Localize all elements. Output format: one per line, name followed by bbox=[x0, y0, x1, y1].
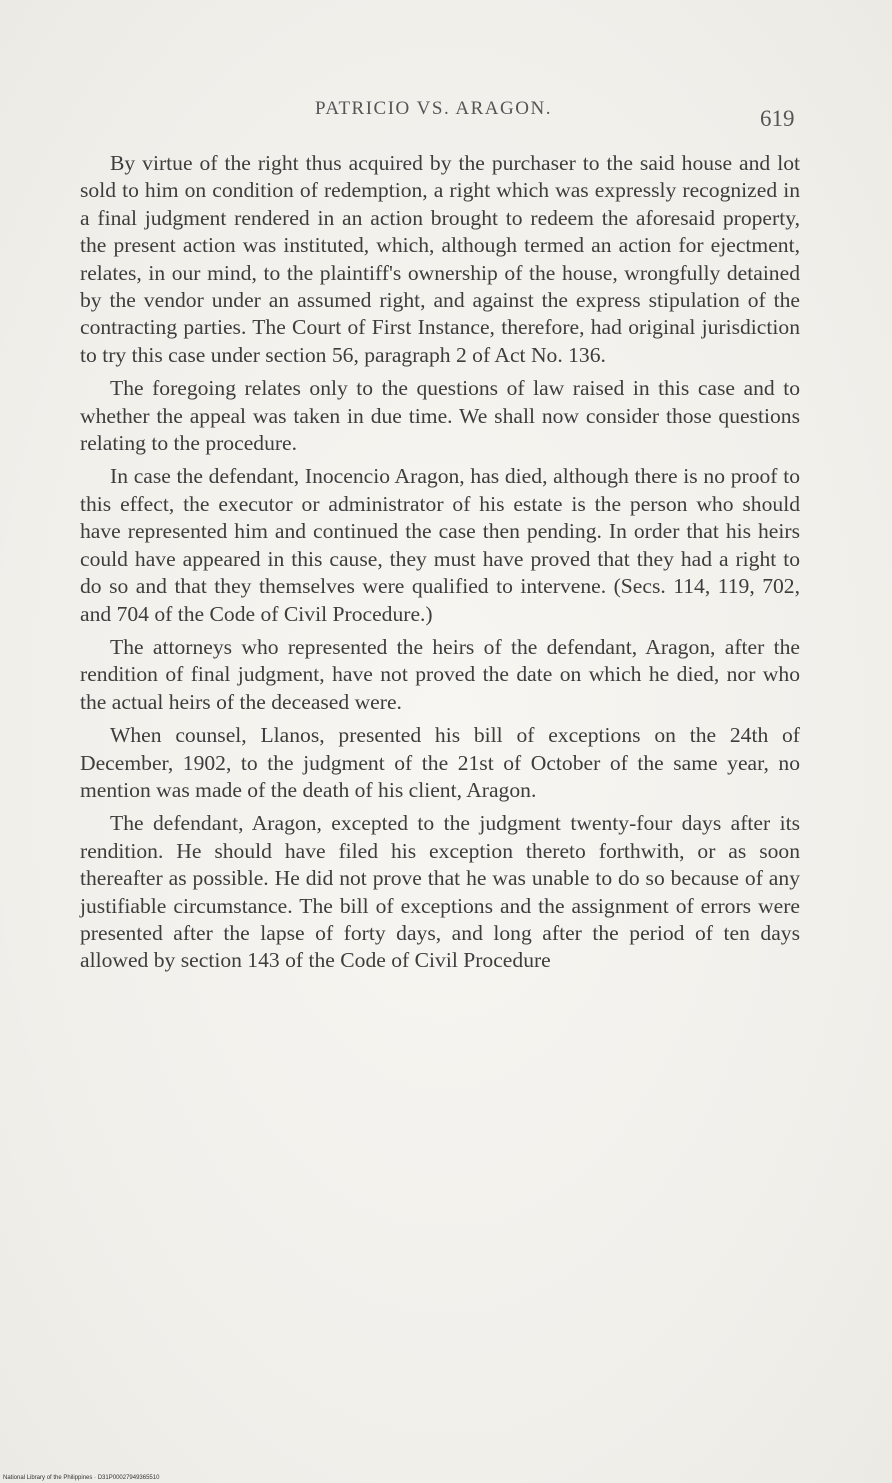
body-text bbox=[80, 150, 800, 975]
footer-credit: National Library of the Philippines · D31P00027949365510 bbox=[3, 1475, 160, 1481]
running-title: PATRICIO VS. ARAGON. bbox=[315, 98, 552, 119]
paragraph: By virtue of the right thus acquired by the purchaser to the said house and lot sold to him on condition of redemption, a right which was expressly recognized in a final judgment rendered in an action brought to redeem the aforesaid property, the present action was instituted, which, although termed an action for ejectment, relates, in our mind, to the plaintiff's ownership of the house, wrongfully detained by the vendor under an assumed right, and against the express stipulation of the contracting parties. The Court of First Instance, therefore, had original jurisdiction to try this case under section 56, paragraph 2 of Act No. 136. bbox=[80, 151, 800, 367]
paragraph: In case the defendant, Inocencio Aragon, has died, although there is no proof to this effect, the executor or administrator of his estate is the person who should have represented him and continued the case then pending. In order that his heirs could have appeared in this cause, they must have proved that they had a right to do so and that they themselves were qualified to intervene. (Secs. 114, 119, 702, and 704 of the Code of Civil Procedure.) bbox=[80, 464, 800, 626]
page-number: 619 bbox=[760, 106, 795, 131]
running-head bbox=[0, 98, 892, 131]
paragraph: The defendant, Aragon, excepted to the judgment twenty-four days after its rendition. He should have filed his exception thereto forthwith, or as soon thereafter as possible. He did not prove that he was unable to do so because of any justifiable circumstance. The bill of exceptions and the assignment of errors were presented after the lapse of forty days, and long after the period of ten days allowed by section 143 of the Code of Civil Procedure bbox=[80, 811, 800, 973]
paragraph: The foregoing relates only to the questions of law raised in this case and to whether the appeal was taken in due time. We shall now consider those questions relating to the procedure. bbox=[80, 376, 800, 456]
paragraph: When counsel, Llanos, presented his bill of exceptions on the 24th of December, 1902, to the judgment of the 21st of October of the same year, no mention was made of the death of his client, Aragon. bbox=[80, 723, 800, 802]
paragraph: The attorneys who represented the heirs of the defendant, Aragon, after the rendition of final judgment, have not proved the date on which he died, nor who the actual heirs of the deceased were. bbox=[80, 634, 800, 714]
